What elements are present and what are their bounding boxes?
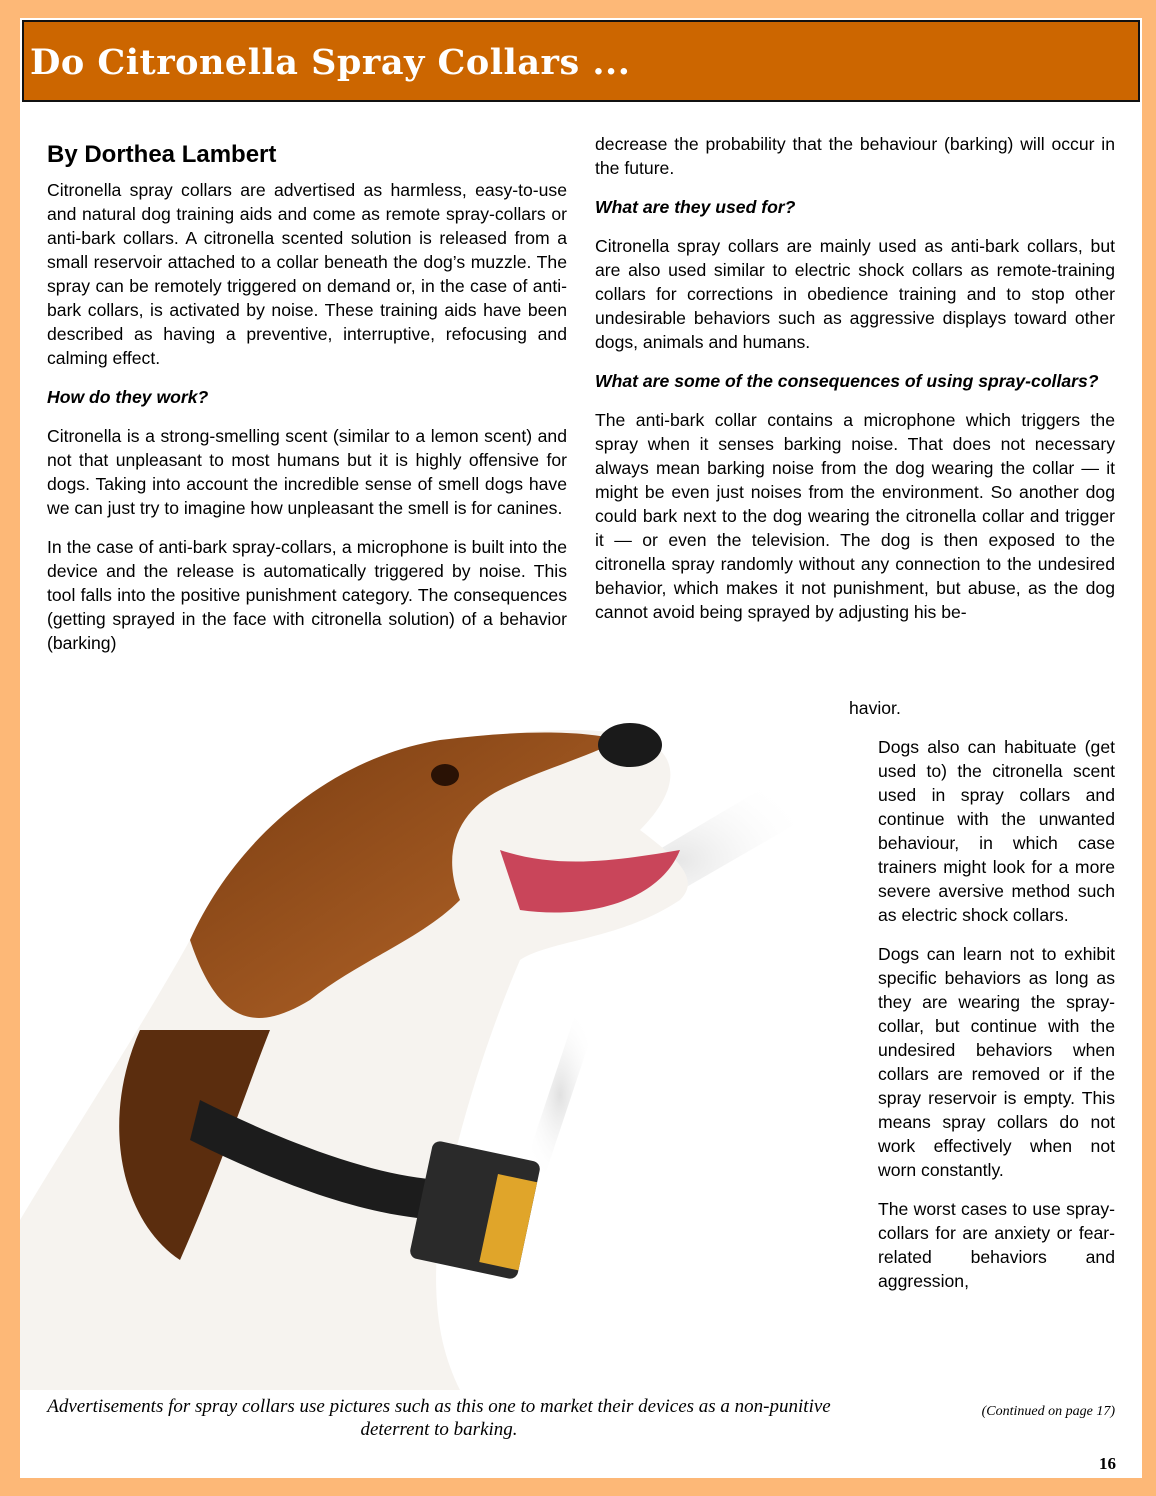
paragraph: Citronella spray collars are advertised as harmless, easy-to-use and natural dog training aids and come as remote spray-collars or anti-bark collars. A citronella scented solution is released from a small reservoir attached to a collar beneath the dog’s muzzle. The spray can be remotely triggered on demand or, in the case of anti-bark collars, is activated by noise. These training aids have been described as having a preventive, interruptive, refocusing and calming effect.	[47, 180, 567, 368]
paragraph: Citronella spray collars are mainly used as anti-bark collars, but are also used similar to electric shock collars as remote-training collars for corrections in obedience training and to stop other undesirable behaviors such as aggressive displays toward other dogs, animals and humans.	[595, 236, 1115, 352]
dog-photo	[20, 700, 860, 1390]
section-heading: What are they used for?	[595, 197, 796, 217]
paragraph: The anti-bark collar contains a microphone which triggers the spray when it senses barking noise. That does not necessary always mean barking noise from the dog wearing the collar — it might be even just noises from the environment. So another dog could bark next to the dog wearing the citronella collar and trigger it — or even the television. The dog is then exposed to the citronella spray randomly without any connection to the undesired behavior, which makes it not punishment, but abuse, as the dog cannot avoid being sprayed by adjusting his be-	[595, 410, 1115, 622]
paragraph-tail: havior.	[849, 698, 901, 718]
section-heading: What are some of the consequences of using spray-collars?	[595, 371, 1099, 391]
right-tail	[849, 696, 949, 735]
right-narrow-column	[878, 735, 1115, 1308]
right-column	[595, 132, 1115, 639]
title-banner	[22, 20, 1140, 102]
left-column	[47, 140, 567, 670]
paragraph: In the case of anti-bark spray-collars, a microphone is built into the device and the release is automatically triggered by noise. This tool falls into the positive punishment category. The consequences (getting sprayed in the face with citronella solution) of a behavior (barking)	[47, 537, 567, 653]
photo-caption: Advertisements for spray collars use pictures such as this one to market their devices as a non-punitive deterrent to barking.	[47, 1396, 831, 1440]
page-number: 16	[1099, 1454, 1116, 1473]
section-heading: How do they work?	[47, 387, 209, 407]
paragraph: Dogs can learn not to exhibit specific behaviors as long as they are wearing the spray-collar, but continue with the undesired behaviors when collars are removed or if the spray reservoir is empty. This means spray collars do not work effectively when not worn constantly.	[878, 944, 1115, 1180]
article-title: Do Citronella Spray Collars ...	[30, 42, 631, 83]
paragraph: Citronella is a strong-smelling scent (similar to a lemon scent) and not that unpleasant to most humans but it is highly offensive for dogs. Taking into account the incredible sense of smell dogs have we can just try to imagine how unpleasant the smell is for canines.	[47, 426, 567, 518]
byline: By Dorthea Lambert	[47, 141, 277, 168]
continued-note: (Continued on page 17)	[981, 1404, 1115, 1419]
paragraph: decrease the probability that the behaviour (barking) will occur in the future.	[595, 134, 1115, 178]
paragraph: The worst cases to use spray-collars for are anxiety or fear-related behaviors and aggression,	[878, 1199, 1115, 1291]
paragraph: Dogs also can habituate (get used to) the citronella scent used in spray collars and continue with the unwanted behaviour, in which case trainers might look for a more severe aversive method such as electric shock collars.	[878, 737, 1115, 925]
